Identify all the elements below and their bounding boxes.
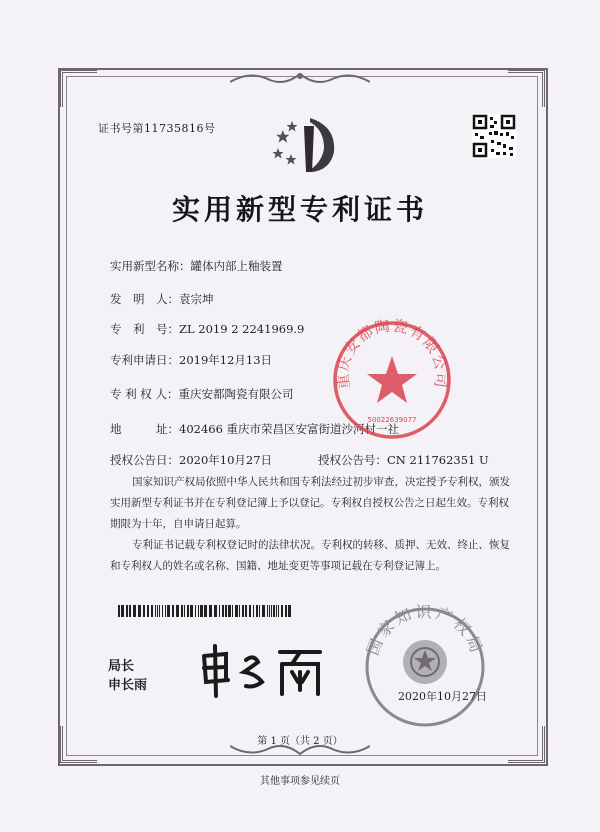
company-seal [330, 318, 454, 442]
certificate-title: 实用新型专利证书 [171, 193, 428, 226]
patent-number-row: 专 利 号：ZL 2019 2 2241969.9 [110, 322, 305, 336]
grant-number-row: 授权公告号：CN 211762351 U [318, 453, 489, 467]
continuation-note: 其他事项参见续页 [260, 776, 340, 787]
seal-date: 2020年10月27日 [398, 690, 487, 703]
corner-ornament [60, 70, 97, 107]
filing-date-row: 专利申请日：2019年12月13日 [110, 353, 273, 367]
svg-text:50022639077: 50022639077 [367, 416, 417, 424]
svg-text:重庆安都陶瓷有限公司: 重庆安都陶瓷有限公司 [333, 318, 451, 391]
address-row: 地 址：402466 重庆市荣昌区安富街道沙河村一社 [110, 422, 400, 436]
grant-date-row: 授权公告日：2020年10月27日 [110, 453, 273, 467]
body-paragraph: 专利证书记载专利权登记时的法律状况。专利权的转移、质押、无效、终止、恢复和专利权人的姓名或名称、国籍、地址变更等事项记载在专利登记簿上。 [110, 539, 510, 572]
svg-text:国家知识产权局: 国家知识产权局 [362, 604, 488, 658]
qr-code [472, 114, 516, 158]
utility-model-name-row: 实用新型名称：罐体内部上釉装置 [110, 259, 283, 273]
certificate-body [110, 472, 510, 577]
handwritten-signature [196, 642, 326, 700]
cnipa-logo-icon [272, 112, 342, 174]
barcode [118, 605, 292, 617]
certificate-number: 证书号第11735816号 [98, 122, 216, 135]
inventor-row: 发 明 人：袁宗坤 [110, 292, 214, 306]
body-paragraph: 国家知识产权局依照中华人民共和国专利法经过初步审查，决定授予专利权，颁发实用新型专利证书并在专利登记簿上予以登记。专利权自授权公告之日起生效。专利权期限为十年，自申请日起算。 [110, 476, 510, 530]
page-indicator: 第 1 页（共 2 页） [257, 736, 343, 747]
office-seal [362, 604, 488, 730]
top-ornament [230, 70, 370, 86]
corner-ornament [508, 70, 545, 107]
patentee-row: 专 利 权 人：重庆安都陶瓷有限公司 [110, 387, 294, 401]
director-label: 局长 [108, 659, 135, 674]
director-name: 申长雨 [108, 678, 148, 693]
